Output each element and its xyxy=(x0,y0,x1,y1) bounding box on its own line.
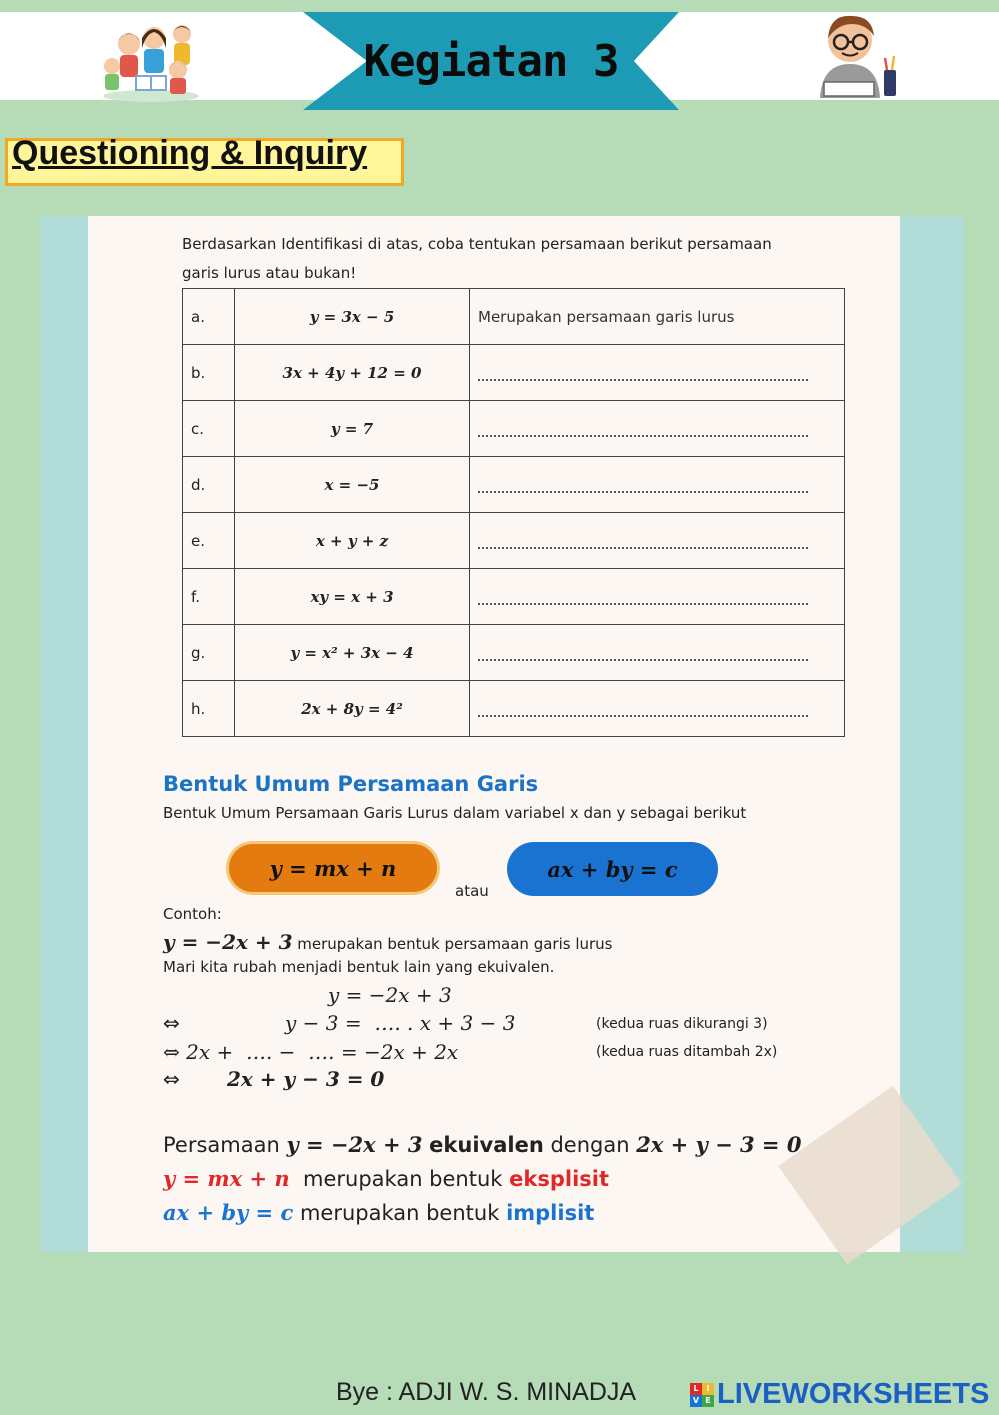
example-equation: y = −2x + 3 xyxy=(163,930,293,954)
equivalence-symbol: ⇔ xyxy=(163,1067,180,1091)
step-expression: y − 3 = …. . x + 3 − 3 xyxy=(285,1011,516,1035)
answer-field[interactable] xyxy=(470,681,845,737)
answer-field[interactable] xyxy=(470,513,845,569)
conclusion-word: merupakan bentuk xyxy=(303,1167,503,1191)
page-title: Kegiatan 3 xyxy=(363,35,619,87)
equation-table xyxy=(182,288,845,737)
row-label: c. xyxy=(183,401,235,457)
conclusion-line-2 xyxy=(163,1166,609,1191)
conclusion-word: merupakan bentuk xyxy=(299,1201,500,1225)
example-line-1 xyxy=(163,930,613,954)
row-equation: 3x + 4y + 12 = 0 xyxy=(235,345,470,401)
explicit-keyword: eksplisit xyxy=(509,1167,610,1191)
step-note: (kedua ruas ditambah 2x) xyxy=(596,1044,778,1060)
row-equation: y = x² + 3x − 4 xyxy=(235,625,470,681)
row-label: g. xyxy=(183,625,235,681)
answer-field[interactable] xyxy=(470,345,845,401)
instructions-line-2: garis lurus atau bukan! xyxy=(182,264,357,282)
explicit-equation: y = mx + n xyxy=(163,1166,290,1191)
table-row xyxy=(183,457,845,513)
explicit-form-pill: y = mx + n xyxy=(226,841,440,895)
row-label: b. xyxy=(183,345,235,401)
table-row xyxy=(183,625,845,681)
student-writing-illustration xyxy=(806,8,902,102)
liveworksheets-logo[interactable] xyxy=(690,1378,989,1411)
example-label: Contoh: xyxy=(163,905,222,923)
liveworksheets-logo-text: LIVEWORKSHEETS xyxy=(717,1378,990,1410)
row-equation: x + y + z xyxy=(235,513,470,569)
conclusion-equation: y = −2x + 3 xyxy=(286,1132,423,1157)
implicit-keyword: implisit xyxy=(506,1201,595,1225)
instructions xyxy=(182,230,862,288)
implicit-equation: ax + by = c xyxy=(163,1200,294,1225)
step-expression: 2x + …. − …. = −2x + 2x xyxy=(186,1040,459,1064)
equivalence-symbol: ⇔ xyxy=(163,1040,180,1064)
conclusion-word: Persamaan xyxy=(163,1133,280,1157)
row-label: f. xyxy=(183,569,235,625)
example-line-2: Mari kita rubah menjadi bentuk lain yang ekuivalen. xyxy=(163,958,555,976)
children-reading-illustration xyxy=(96,14,206,104)
answer-field[interactable] xyxy=(470,569,845,625)
implicit-form-pill: ax + by = c xyxy=(507,842,718,896)
answer-field[interactable] xyxy=(470,457,845,513)
row-equation: y = 7 xyxy=(235,401,470,457)
equivalence-symbol: ⇔ xyxy=(163,1011,180,1035)
step-expression: 2x + y − 3 = 0 xyxy=(227,1067,385,1091)
row-answer: Merupakan persamaan garis lurus xyxy=(470,289,845,345)
row-label: e. xyxy=(183,513,235,569)
table-row xyxy=(183,681,845,737)
table-row xyxy=(183,289,845,345)
step-expression: y = −2x + 3 xyxy=(328,983,452,1007)
liveworksheets-icon: L I V E xyxy=(690,1383,714,1407)
step-note: (kedua ruas dikurangi 3) xyxy=(596,1016,768,1032)
connector-text: atau xyxy=(455,882,489,900)
row-label: d. xyxy=(183,457,235,513)
table-row xyxy=(183,401,845,457)
conclusion-line-1 xyxy=(163,1132,801,1157)
conclusion-equation: 2x + y − 3 = 0 xyxy=(636,1132,802,1157)
table-row xyxy=(183,513,845,569)
section-label: Questioning & Inquiry xyxy=(12,134,368,172)
table-row xyxy=(183,569,845,625)
row-equation: 2x + 8y = 4² xyxy=(235,681,470,737)
general-form-title: Bentuk Umum Persamaan Garis xyxy=(163,772,539,796)
conclusion-line-3 xyxy=(163,1200,594,1225)
example-description: merupakan bentuk persamaan garis lurus xyxy=(297,935,613,953)
answer-field[interactable] xyxy=(470,401,845,457)
instructions-line-1: Berdasarkan Identifikasi di atas, coba tentukan persamaan berikut persamaan xyxy=(182,235,772,253)
general-form-subtitle: Bentuk Umum Persamaan Garis Lurus dalam variabel x dan y sebagai berikut xyxy=(163,804,747,822)
author-credit: Bye : ADJI W. S. MINADJA xyxy=(336,1378,637,1406)
step-line-3 xyxy=(163,1040,458,1064)
row-label: a. xyxy=(183,289,235,345)
answer-field[interactable] xyxy=(470,625,845,681)
row-equation: x = −5 xyxy=(235,457,470,513)
row-label: h. xyxy=(183,681,235,737)
row-equation: y = 3x − 5 xyxy=(235,289,470,345)
conclusion-word: dengan xyxy=(550,1133,630,1157)
row-equation: xy = x + 3 xyxy=(235,569,470,625)
conclusion-keyword: ekuivalen xyxy=(429,1133,544,1157)
table-row xyxy=(183,345,845,401)
